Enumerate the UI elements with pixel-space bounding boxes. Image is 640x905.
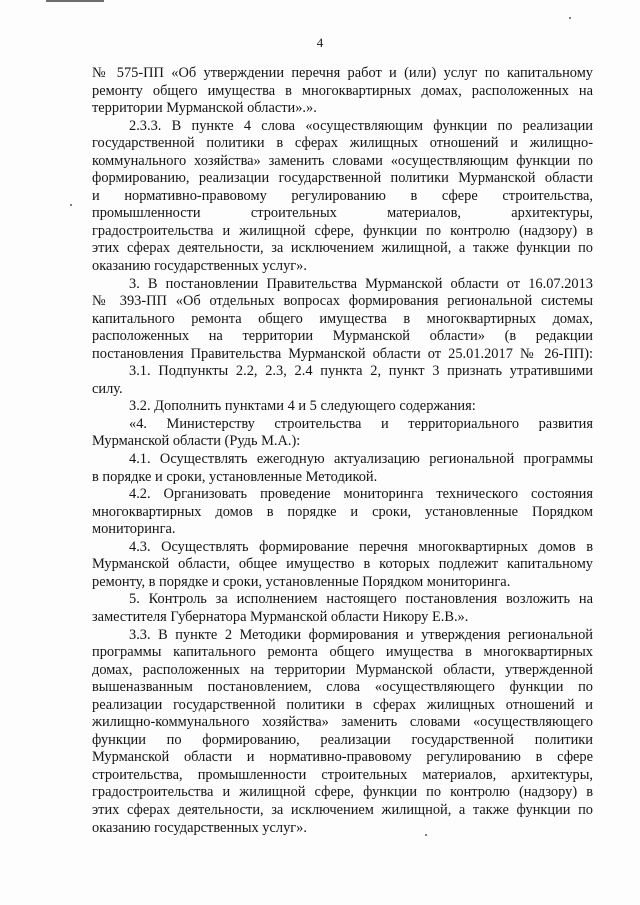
text-line: 3.2. Дополнить пунктами 4 и 5 следующего содержания:: [129, 398, 476, 415]
text-line: 4.2. Организовать проведение мониторинга технического состояния: [129, 486, 593, 503]
text-line: расположенных на территории Мурманской области» (в редакции: [92, 328, 593, 345]
text-line: мониторинга.: [92, 521, 176, 538]
text-line: 4.3. Осуществлять формирование перечня многоквартирных домов в: [129, 538, 593, 555]
text-line: промышленности строительных материалов, архитектуры,: [92, 205, 593, 222]
text-line: строительства, промышленности строительных материалов, архитектуры,: [92, 766, 593, 783]
text-line: и нормативно-правовому регулированию в сфере строительства,: [92, 187, 593, 204]
scan-speck: [70, 204, 72, 206]
text-line: постановления Правительства Мурманской области от 25.01.2017 № 26-ПП):: [92, 345, 593, 362]
text-line: этих сферах деятельности, за исключением жилищной, а также функции по: [92, 801, 593, 818]
text-line: этих сферах деятельности, за исключением жилищной, а также функции по: [92, 240, 593, 257]
text-line: «4. Министерству строительства и территориального развития: [129, 415, 593, 432]
text-line: ремонту общего имущества в многоквартирных домах, расположенных на: [92, 82, 593, 99]
text-line: оказанию государственных услуг».: [92, 819, 307, 836]
text-line: № 575-ПП «Об утверждении перечня работ и (или) услуг по капитальному: [92, 65, 593, 81]
text-line: оказанию государственных услуг».: [92, 258, 307, 275]
text-line: Мурманской области и нормативно-правовому регулированию в сфере: [92, 749, 593, 766]
text-line: функции по формированию, реализации государственной политики: [92, 731, 593, 748]
text-line: реализации государственной политики в сферах жилищных отношений и: [92, 696, 593, 713]
text-line: многоквартирных домов в порядке и сроки, установленные Порядком: [92, 503, 593, 520]
text-line: 2.3.3. В пункте 4 слова «осуществляющим функции по реализации: [129, 117, 593, 134]
page-number: 4: [316, 35, 324, 50]
text-line: жилищно-коммунального хозяйства» заменить словами «осуществляющего: [92, 714, 593, 731]
text-line: формированию, реализации государственной политики Мурманской области: [92, 170, 593, 187]
text-line: № 393-ПП «Об отдельных вопросах формирования региональной системы: [92, 293, 593, 310]
text-line: ремонту, в порядке и сроки, установленные Порядком мониторинга.: [92, 573, 511, 590]
text-line: 3.1. Подпункты 2.2, 2.3, 2.4 пункта 2, пункт 3 признать утратившими: [129, 363, 593, 380]
text-line: государственной политики в сферах жилищных отношений и жилищно-: [92, 135, 593, 152]
text-line: 3.3. В пункте 2 Методики формирования и утверждения региональной: [129, 626, 593, 643]
text-line: заместителя Губернатора Мурманской области Никору Е.В.».: [92, 608, 469, 625]
text-line: территории Мурманской области».».: [92, 100, 317, 117]
scan-speck: [569, 17, 571, 19]
text-line: 4.1. Осуществлять ежегодную актуализацию региональной программы: [129, 451, 593, 468]
text-line: Мурманской области (Рудь М.А.):: [92, 433, 301, 450]
text-line: капитального ремонта общего имущества в многоквартирных домах,: [92, 310, 593, 327]
text-line: Мурманской области, общее имущество в которых подлежит капитальному: [92, 556, 593, 573]
text-line: программы капитального ремонта общего имущества в многоквартирных: [92, 644, 593, 661]
text-line: градостроительства и жилищной сфере, функции по контролю (надзору) в: [92, 222, 593, 239]
document-body: [92, 65, 593, 837]
text-line: коммунального хозяйства» заменить словами «осуществляющим функции по: [92, 152, 593, 169]
text-line: в порядке и сроки, установленные Методикой.: [92, 468, 378, 485]
text-line: 3. В постановлении Правительства Мурманской области от 16.07.2013: [129, 275, 593, 292]
text-line: силу.: [92, 380, 123, 397]
scan-speck: [425, 834, 427, 836]
text-line: домах, расположенных на территории Мурманской области, утвержденной: [92, 661, 593, 678]
text-line: градостроительства и жилищной сфере, функции по контролю (надзору) в: [92, 784, 593, 801]
top-edge-rule: [46, 0, 104, 2]
text-line: вышеназванным постановлением, слова «осуществляющего функции по: [92, 679, 593, 696]
text-line: 5. Контроль за исполнением настоящего постановления возложить на: [129, 591, 593, 608]
